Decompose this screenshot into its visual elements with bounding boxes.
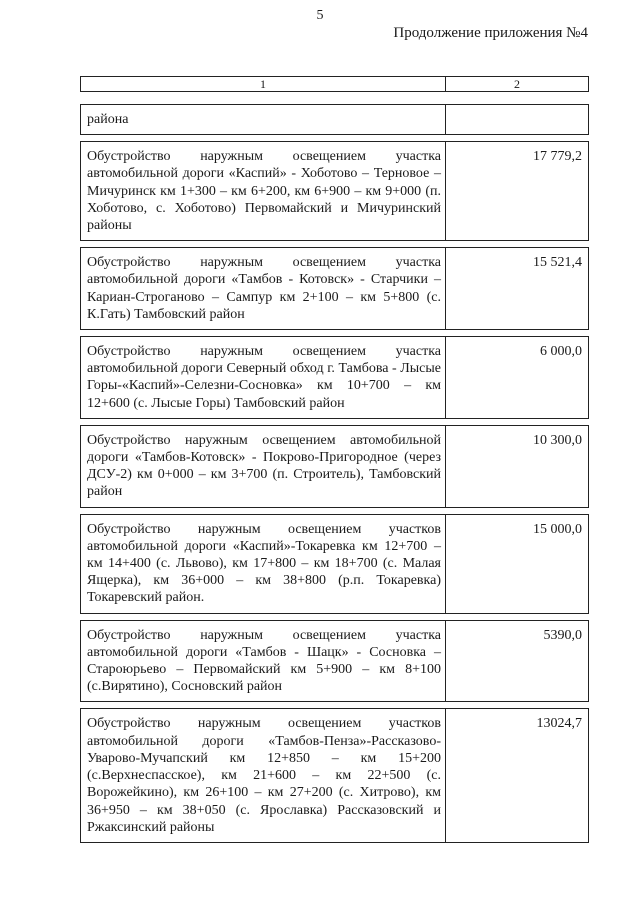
row-spacer-cell: [446, 330, 589, 337]
table-row: [81, 709, 589, 842]
row-spacer-cell: [81, 135, 446, 142]
work-description: Обустройство наружным освещением участка автомобильной дороги Северный обход г. Тамбова - Лысые Горы-«Каспий»-Селезни-Сосновка» км 10+700 – км 12+600 (с. Лысые Горы) Тамбовский район: [81, 337, 446, 419]
row-spacer-cell: [446, 418, 589, 425]
work-description: Обустройство наружным освещением автомобильной дороги «Тамбов-Котовск» - Покрово-Пригородное (через ДСУ-2) км 0+000 – км 3+700 (п. Строитель), Тамбовский район: [81, 425, 446, 507]
work-description: Обустройство наружным освещением участков автомобильной дороги «Каспий»-Токаревка км 12+700 – км 14+400 (с. Львово), км 17+800 – км 18+700 (с. Малая Ящерка), км 36+000 – км 38+800 (р.п. Токаревка) Токаревский район.: [81, 514, 446, 613]
work-amount: 6 000,0: [446, 337, 589, 419]
table-row: [81, 337, 589, 419]
table-row: [81, 142, 589, 241]
row-spacer-cell: [446, 613, 589, 620]
continuation-label: Продолжение приложения №4: [393, 25, 588, 41]
row-spacer-cell: [446, 507, 589, 514]
row-spacer-cell: [81, 241, 446, 248]
work-description: Обустройство наружным освещением участка автомобильной дороги «Тамбов - Шацк» - Сосновка – Староюрьево – Первомайский км 5+900 – км 8+100 (с.Вирятино), Сосновский район: [81, 620, 446, 702]
work-amount: 5390,0: [446, 620, 589, 702]
works-table: [80, 104, 589, 843]
row-spacer: [81, 418, 589, 425]
table-row: [81, 105, 589, 135]
column-header-table: [80, 76, 589, 92]
work-amount: 15 521,4: [446, 248, 589, 330]
column-header-row: [81, 77, 589, 92]
table-row: [81, 425, 589, 507]
table-row: [81, 248, 589, 330]
table-row: [81, 514, 589, 613]
work-description: Обустройство наружным освещением участков автомобильной дороги «Тамбов-Пенза»-Рассказово-Уварово-Мучапский км 12+850 – км 15+200 (с.Верхнеспасское), км 21+600 – км 22+500 (с. Ворожейкино), км 26+100 – км 27+200 (с. Хитрово), км 36+950 – км 38+050 (с. Ярославка) Рассказовский и Ржаксинский районы: [81, 709, 446, 842]
row-spacer: [81, 135, 589, 142]
work-amount: [446, 105, 589, 135]
row-spacer: [81, 330, 589, 337]
table-row: [81, 620, 589, 702]
row-spacer: [81, 613, 589, 620]
row-spacer-cell: [81, 418, 446, 425]
row-spacer-cell: [81, 702, 446, 709]
column-header-2: 2: [446, 77, 589, 92]
work-amount: 17 779,2: [446, 142, 589, 241]
row-spacer: [81, 241, 589, 248]
page-number: 5: [316, 8, 324, 23]
work-amount: 13024,7: [446, 709, 589, 842]
row-spacer-cell: [81, 330, 446, 337]
row-spacer-cell: [446, 135, 589, 142]
row-spacer-cell: [81, 613, 446, 620]
row-spacer-cell: [446, 241, 589, 248]
work-description: района: [81, 105, 446, 135]
row-spacer-cell: [81, 507, 446, 514]
work-description: Обустройство наружным освещением участка автомобильной дороги «Тамбов - Котовск» - Старчики – Кариан-Строганово – Сампур км 2+100 – км 5+800 (с. К.Гать) Тамбовский район: [81, 248, 446, 330]
work-amount: 10 300,0: [446, 425, 589, 507]
work-description: Обустройство наружным освещением участка автомобильной дороги «Каспий» - Хоботово – Терновое – Мичуринск км 1+300 – км 6+200, км 6+900 – км 9+000 (п. Хоботово, с. Хоботово) Первомайский и Мичуринский районы: [81, 142, 446, 241]
row-spacer: [81, 702, 589, 709]
column-header-1: 1: [81, 77, 446, 92]
row-spacer-cell: [446, 702, 589, 709]
row-spacer: [81, 507, 589, 514]
work-amount: 15 000,0: [446, 514, 589, 613]
